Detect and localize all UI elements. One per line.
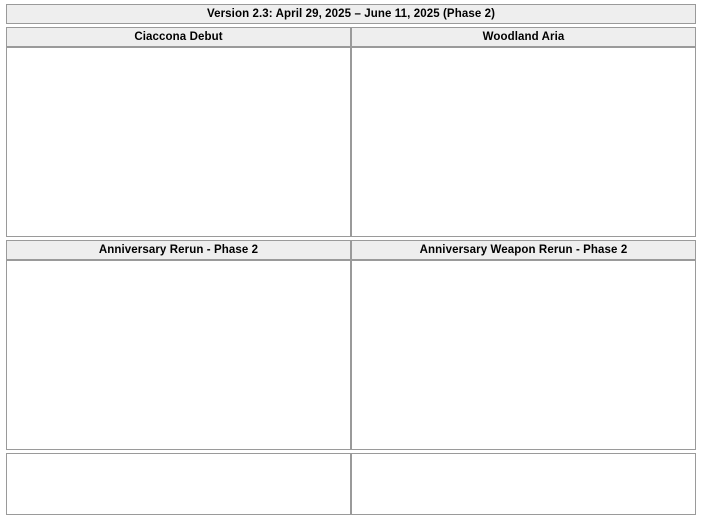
version-title-row: [6, 4, 696, 24]
banner-header-anniversary-rerun-phase-2: Anniversary Rerun - Phase 2: [6, 240, 351, 260]
banner-footer-right: [351, 453, 696, 515]
section-2-header-row: [6, 240, 696, 260]
banner-content-anniversary-rerun-phase-2: [6, 260, 351, 450]
version-title: Version 2.3: April 29, 2025 – June 11, 2025 (Phase 2): [6, 4, 696, 24]
banner-header-woodland-aria: Woodland Aria: [351, 27, 696, 47]
banner-footer-left: [6, 453, 351, 515]
banner-content-ciaccona-debut: [6, 47, 351, 237]
banner-header-ciaccona-debut: Ciaccona Debut: [6, 27, 351, 47]
section-2-content-row: [6, 260, 696, 450]
section-1-header-row: [6, 27, 696, 47]
banner-content-woodland-aria: [351, 47, 696, 237]
section-2-footer-row: [6, 453, 696, 515]
banner-header-anniversary-weapon-rerun-phase-2: Anniversary Weapon Rerun - Phase 2: [351, 240, 696, 260]
banner-content-anniversary-weapon-rerun-phase-2: [351, 260, 696, 450]
version-banner-table: [6, 4, 696, 515]
section-1-content-row: [6, 47, 696, 237]
